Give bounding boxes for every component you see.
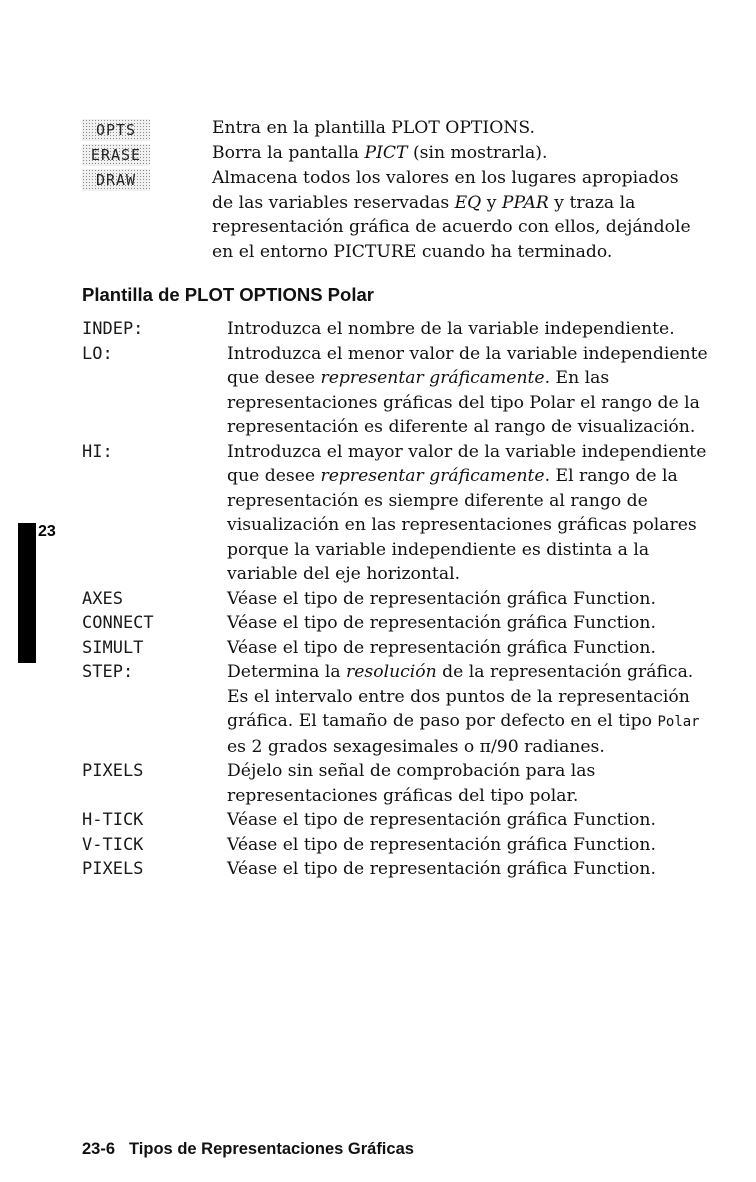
field-key: PIXELS <box>82 761 144 781</box>
field-key: AXES <box>82 588 123 609</box>
field-desc: Introduzca el menor valor de la variable independiente que desee representar gráficamente. En las representaciones gráficas del tipo Polar el rango de la representación es diferente al rango de visualización. <box>227 343 708 437</box>
menu-key-draw: DRAW <box>82 169 150 191</box>
field-desc: Déjelo sin señal de comprobación para las representaciones gráficas del tipo polar. <box>227 761 596 806</box>
field-row-htick <box>82 808 722 833</box>
chapter-number: 23 <box>38 523 56 540</box>
field-row-pixels-2 <box>82 857 722 882</box>
field-desc: Introduzca el mayor valor de la variable independiente que desee representar gráficamente. El rango de la representación es siempre diferente al rango de visualización en las representaciones gráficas polares porque la variable independiente es distinta a la variable del eje horizontal. <box>227 441 707 584</box>
menu-key-opts: OPTS <box>82 119 150 141</box>
field-row-hi <box>82 440 722 587</box>
menu-row-draw <box>82 166 702 264</box>
menu-row-erase <box>82 141 702 166</box>
field-key: PIXELS <box>82 859 144 879</box>
field-row-pixels <box>82 759 722 808</box>
field-desc: Véase el tipo de representación gráfica Function. <box>227 859 656 879</box>
field-key: SIMULT <box>82 637 144 658</box>
field-desc: Véase el tipo de representación gráfica Function. <box>227 613 656 633</box>
field-key: LO: <box>82 343 113 364</box>
field-key: STEP: <box>82 662 134 682</box>
menu-desc-opts: Entra en la plantilla PLOT OPTIONS. <box>212 118 535 138</box>
footer-page-number: 23-6 <box>82 1140 116 1158</box>
field-desc: Determina la resolución de la representación gráfica. Es el intervalo entre dos puntos de la representación gráfica. El tamaño de paso por defecto en el tipo Polar es 2 grados sexagesimales o π/90 radianes. <box>227 662 700 757</box>
menu-row-opts <box>82 116 702 141</box>
field-key: V-TICK <box>82 834 144 855</box>
field-row-indep <box>82 317 722 342</box>
field-key: CONNECT <box>82 613 154 633</box>
field-row-lo <box>82 342 722 440</box>
field-key: INDEP: <box>82 319 144 339</box>
field-desc: Introduzca el nombre de la variable independiente. <box>227 319 675 339</box>
field-desc: Véase el tipo de representación gráfica Function. <box>227 810 656 830</box>
menu-desc-erase: Borra la pantalla PICT (sin mostrarla). <box>212 143 548 163</box>
field-list <box>82 317 722 882</box>
menu-key-erase: ERASE <box>82 144 150 166</box>
section-title: Plantilla de PLOT OPTIONS Polar <box>82 284 374 305</box>
field-row-vtick <box>82 833 722 858</box>
field-desc: Véase el tipo de representación gráfica Function. <box>227 637 656 658</box>
field-desc: Véase el tipo de representación gráfica Function. <box>227 834 656 855</box>
field-key: HI: <box>82 441 113 462</box>
chapter-tab-bar <box>18 523 36 663</box>
field-row-connect <box>82 611 722 636</box>
footer-title: Tipos de Representaciones Gráficas <box>129 1140 414 1158</box>
page-footer <box>82 1140 414 1159</box>
field-row-simult <box>82 636 722 661</box>
field-row-step <box>82 660 722 759</box>
field-desc: Véase el tipo de representación gráfica Function. <box>227 588 656 609</box>
menu-key-list <box>82 116 702 264</box>
field-row-axes <box>82 587 722 612</box>
field-key: H-TICK <box>82 810 144 830</box>
menu-desc-draw: Almacena todos los valores en los lugares apropiados de las variables reservadas EQ y PPAR y traza la representación gráfica de acuerdo con ellos, dejándole en el entorno PICTURE cuando ha terminado. <box>212 168 691 262</box>
